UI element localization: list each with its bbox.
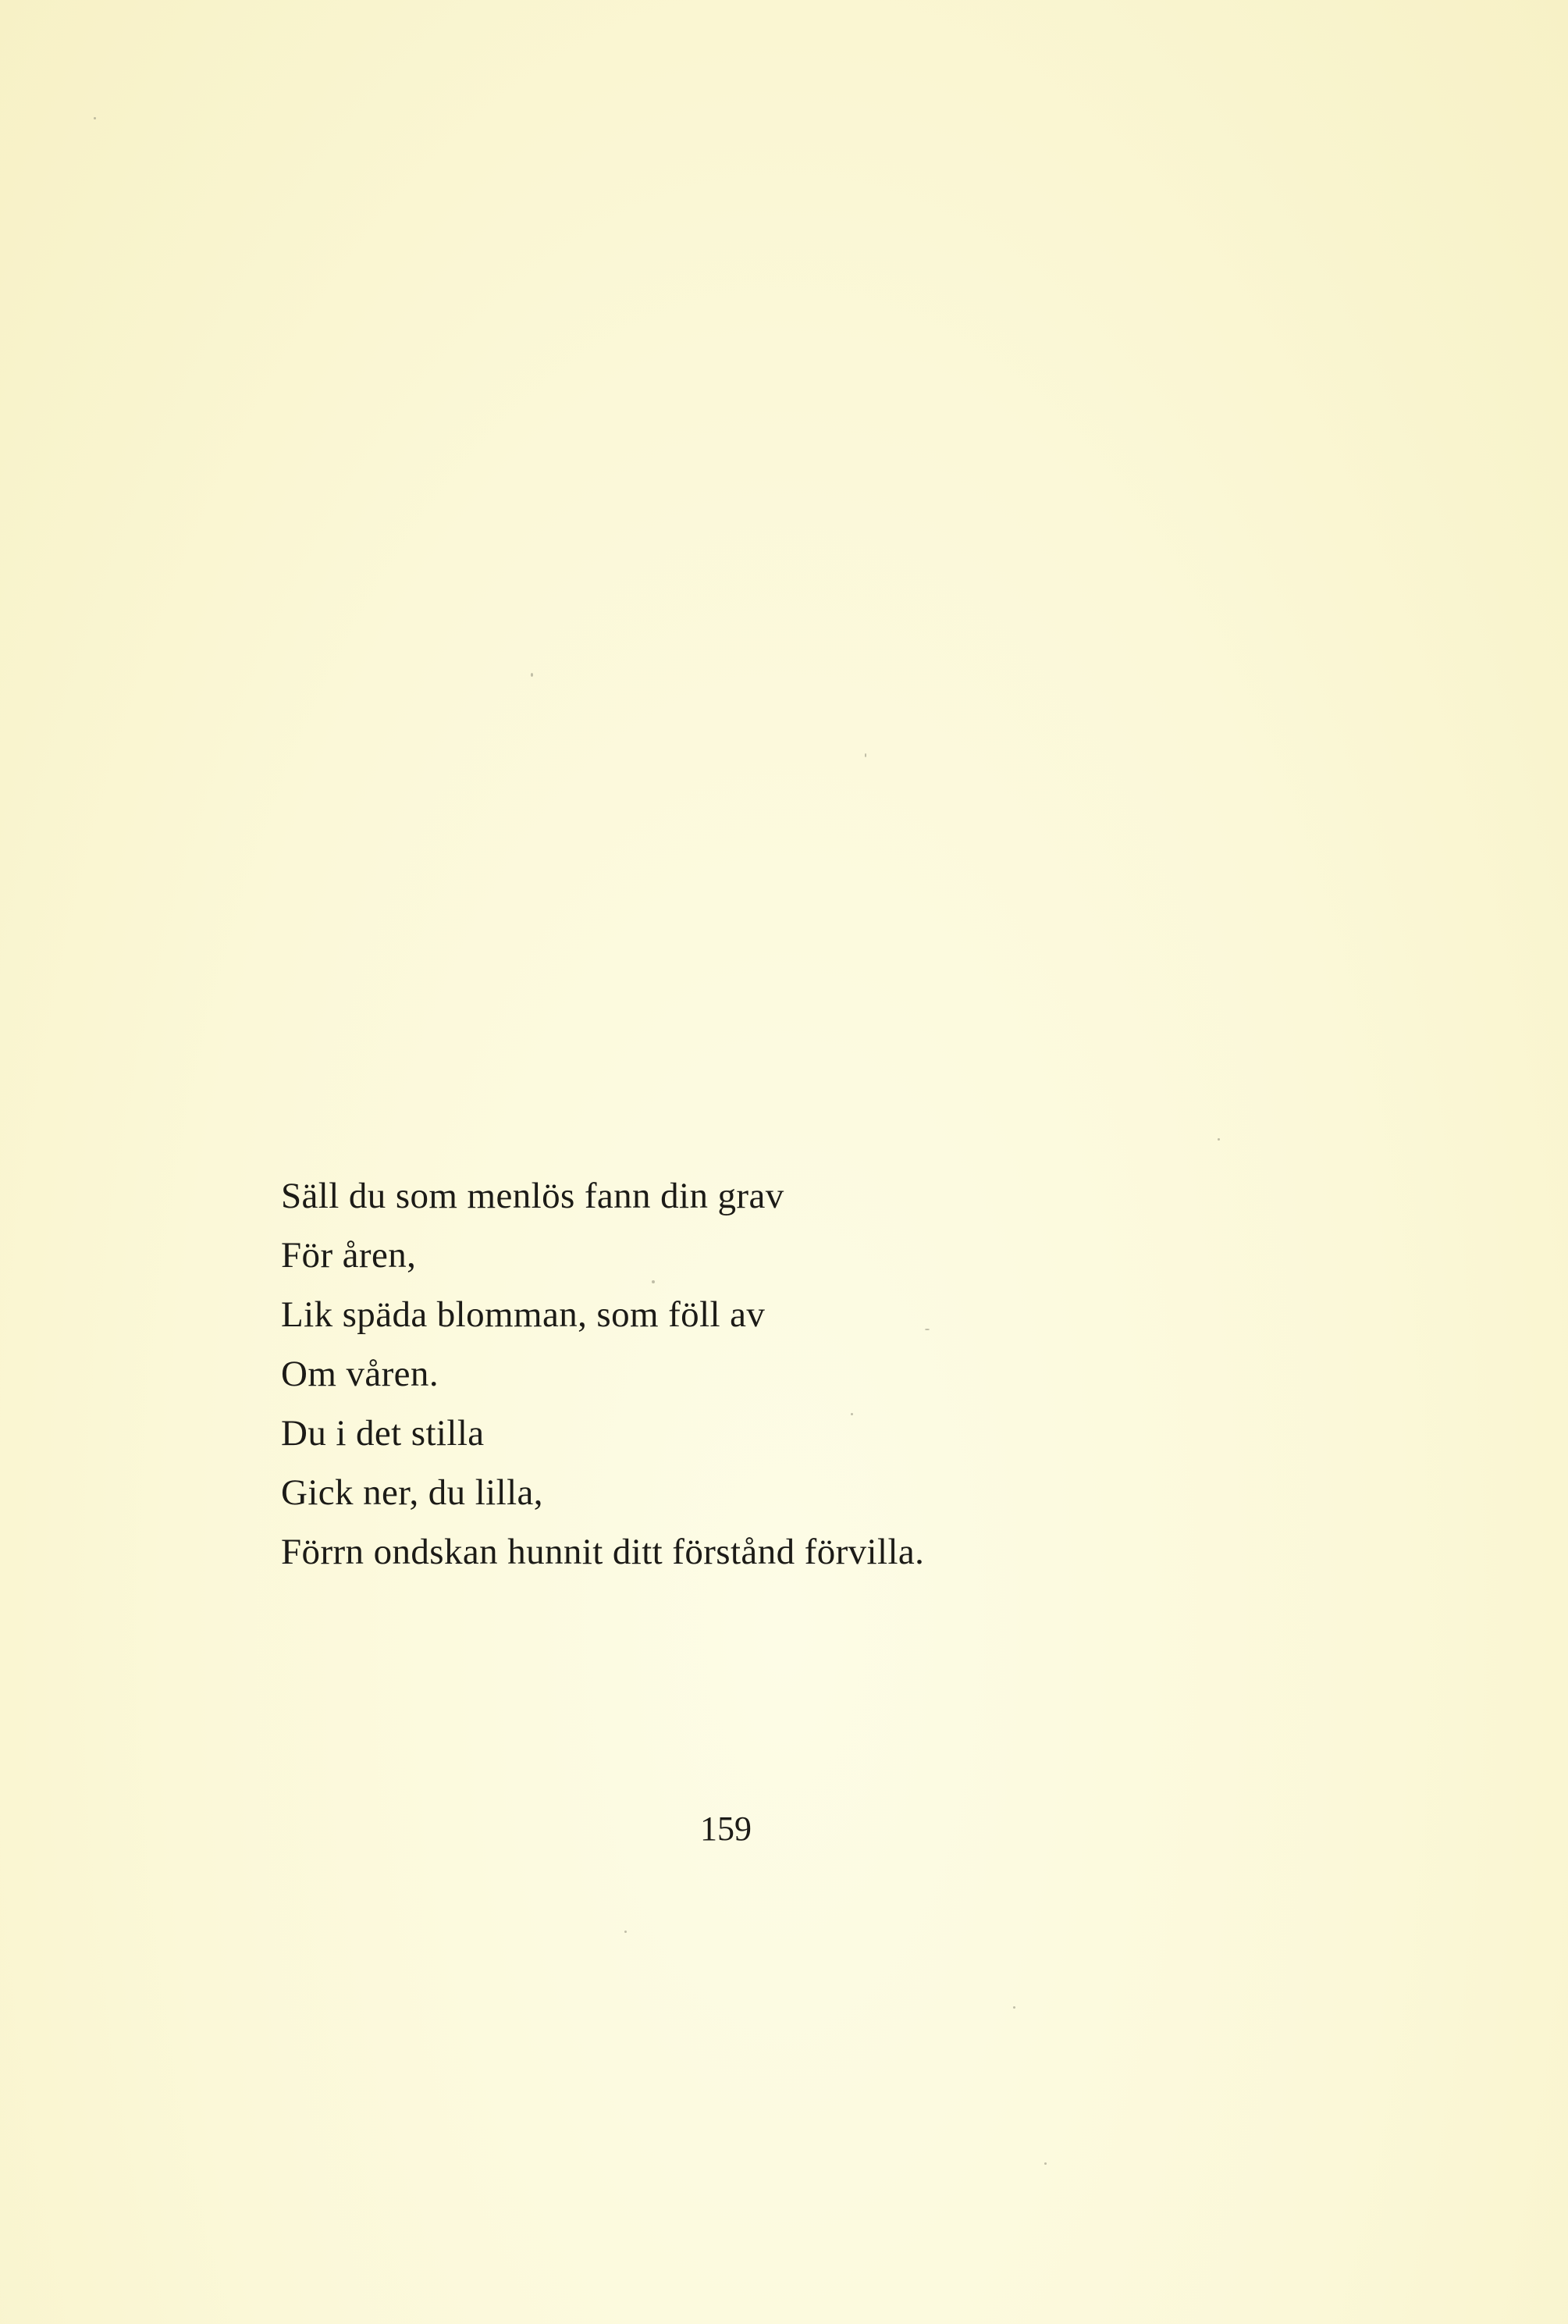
page-number: 159 [700,1810,752,1848]
poem-line: Du i det stilla [281,1413,485,1454]
paper-speck [94,117,96,119]
paper-speck [925,1329,930,1330]
poem-line: Gick ner, du lilla, [281,1472,543,1513]
paper-speck [1044,2162,1047,2165]
paper-speck [865,753,866,757]
poem-line: Säll du som menlös fann din grav [281,1176,784,1216]
paper-speck [851,1413,853,1415]
poem-line: Om våren. [281,1354,439,1394]
poem-line: Lik späda blomman, som föll av [281,1294,766,1335]
paper-speck [652,1280,655,1283]
paper-speck [1218,1138,1220,1141]
paper-speck [624,1931,627,1933]
paper-speck [531,673,533,677]
poem-stanza [281,1166,924,1582]
poem-line: Förrn ondskan hunnit ditt förstånd förvilla. [281,1532,925,1572]
poem-line: För åren, [281,1235,417,1276]
paper-speck [1013,2006,1015,2009]
